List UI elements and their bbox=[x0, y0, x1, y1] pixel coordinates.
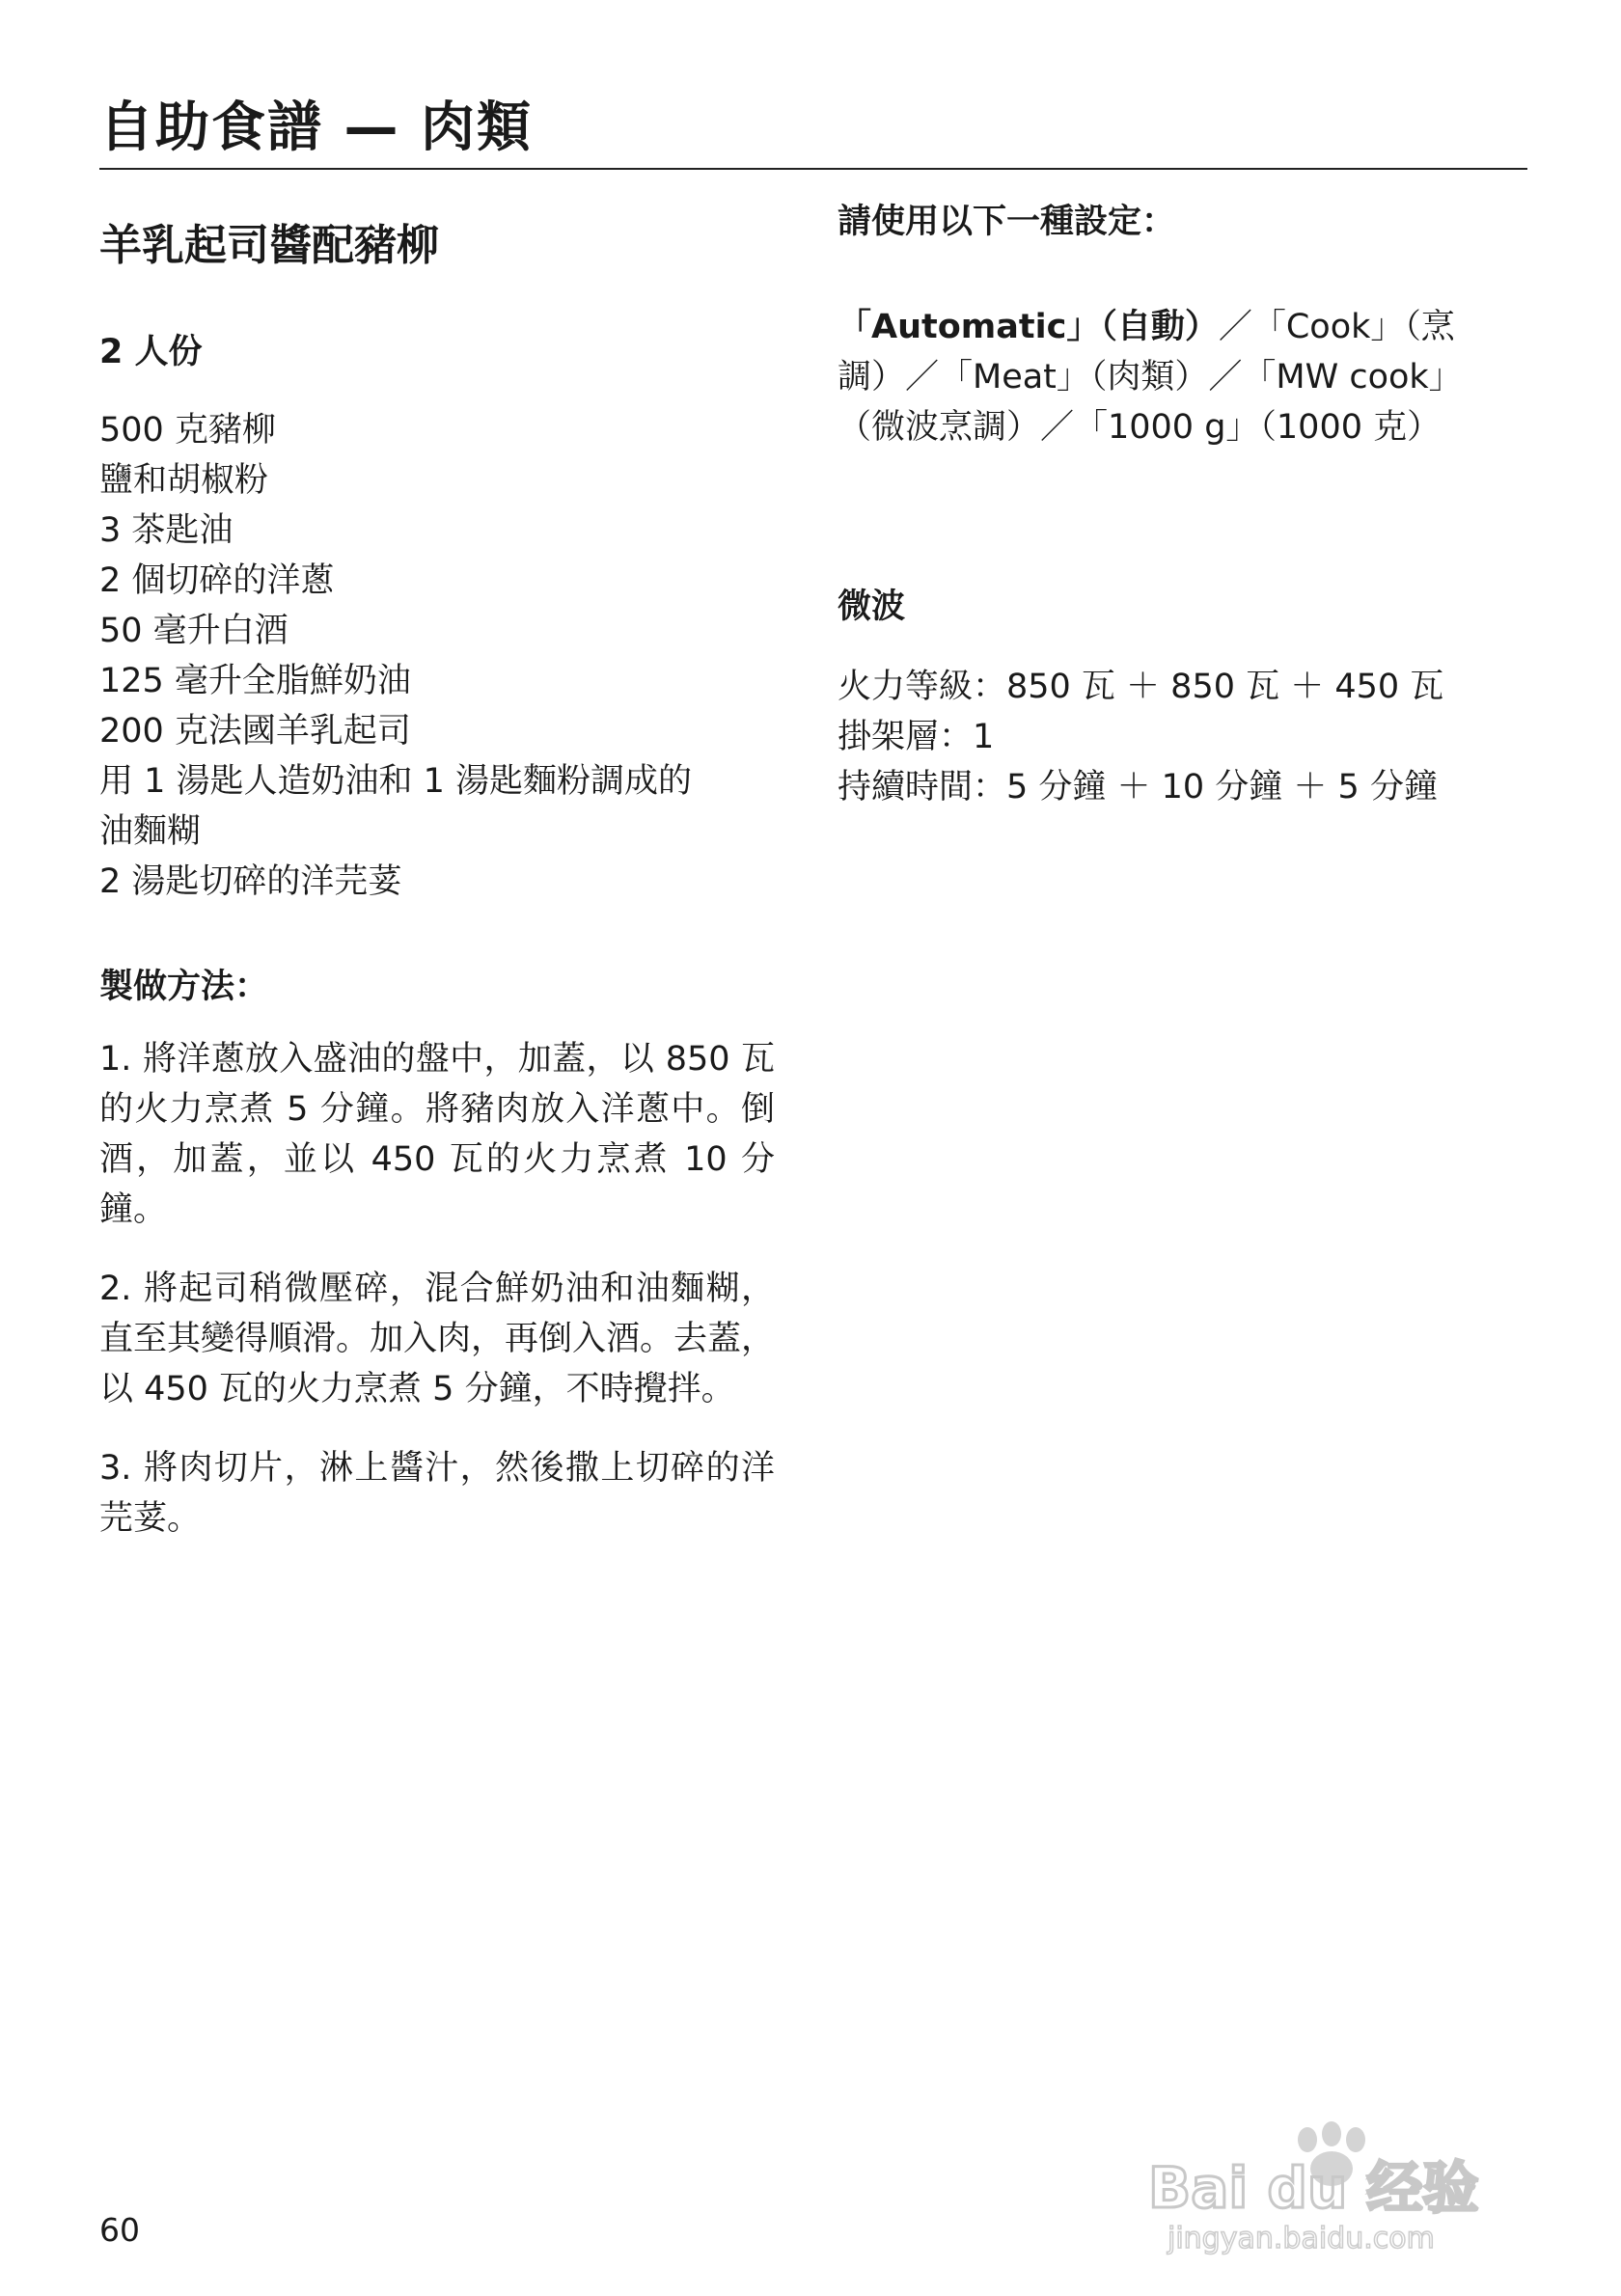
settings-column bbox=[838, 198, 1503, 812]
recipe-column bbox=[99, 212, 775, 1544]
page-title: 自助食譜 — 肉類 bbox=[99, 96, 533, 159]
shelf-level-line: 掛架層：1 bbox=[838, 718, 995, 756]
page-number: 60 bbox=[99, 2211, 140, 2249]
method-step-2: 2. 將起司稍微壓碎，混合鮮奶油和油麵糊，直至其變得順滑。加入肉，再倒入酒。去蓋，以 450 瓦的火力烹煮 5 分鐘，不時攪拌。 bbox=[99, 1270, 776, 1408]
watermark-brand: Bai du 经验 bbox=[1148, 2155, 1479, 2221]
microwave-heading: 微波 bbox=[838, 588, 906, 626]
baidu-watermark-logo bbox=[1139, 2113, 1544, 2257]
power-level-line: 火力等級：850 瓦 ＋ 850 瓦 ＋ 450 瓦 bbox=[838, 668, 1444, 706]
duration-line: 持續時間：5 分鐘 ＋ 10 分鐘 ＋ 5 分鐘 bbox=[838, 768, 1438, 806]
method-step-1: 1. 將洋蔥放入盛油的盤中，加蓋，以 850 瓦的火力烹煮 5 分鐘。將豬肉放入洋蔥中。倒酒，加蓋，並以 450 瓦的火力烹煮 10 分鐘。 bbox=[99, 1040, 775, 1229]
header-divider bbox=[99, 168, 1527, 170]
ingredient-item: 125 毫升全脂鮮奶油 bbox=[99, 662, 411, 700]
settings-automatic-label: 「Automatic」（自動） bbox=[838, 308, 1219, 346]
microwave-details bbox=[838, 662, 1503, 812]
method-step-3: 3. 將肉切片，淋上醬汁，然後撒上切碎的洋芫荽。 bbox=[99, 1449, 775, 1538]
settings-path bbox=[838, 302, 1503, 452]
settings-heading: 請使用以下一種設定： bbox=[838, 203, 1176, 241]
ingredient-list bbox=[99, 405, 775, 907]
recipe-title: 羊乳起司醬配豬柳 bbox=[99, 221, 439, 270]
ingredient-item: 500 克豬柳 bbox=[99, 411, 276, 450]
ingredient-item: 鹽和胡椒粉 bbox=[99, 461, 269, 500]
watermark-url: jingyan.baidu.com bbox=[1168, 2222, 1435, 2255]
ingredient-item: 50 毫升白酒 bbox=[99, 612, 288, 650]
ingredient-item: 用 1 湯匙人造奶油和 1 湯匙麵粉調成的 bbox=[99, 762, 693, 801]
ingredient-item: 2 個切碎的洋蔥 bbox=[99, 561, 335, 600]
ingredient-item: 200 克法國羊乳起司 bbox=[99, 712, 411, 751]
ingredient-item: 3 茶匙油 bbox=[99, 511, 234, 550]
ingredient-item: 油麵糊 bbox=[99, 812, 202, 851]
settings-path-rest: ／「Cook」（烹調）／「Meat」（肉類）／「MW cook」（微波烹調）／「1000 g」（1000 克） bbox=[838, 308, 1463, 447]
ingredient-item: 2 湯匙切碎的洋芫荽 bbox=[99, 862, 402, 901]
method-heading: 製做方法： bbox=[99, 968, 269, 1006]
servings-heading: 2 人份 bbox=[99, 333, 203, 371]
